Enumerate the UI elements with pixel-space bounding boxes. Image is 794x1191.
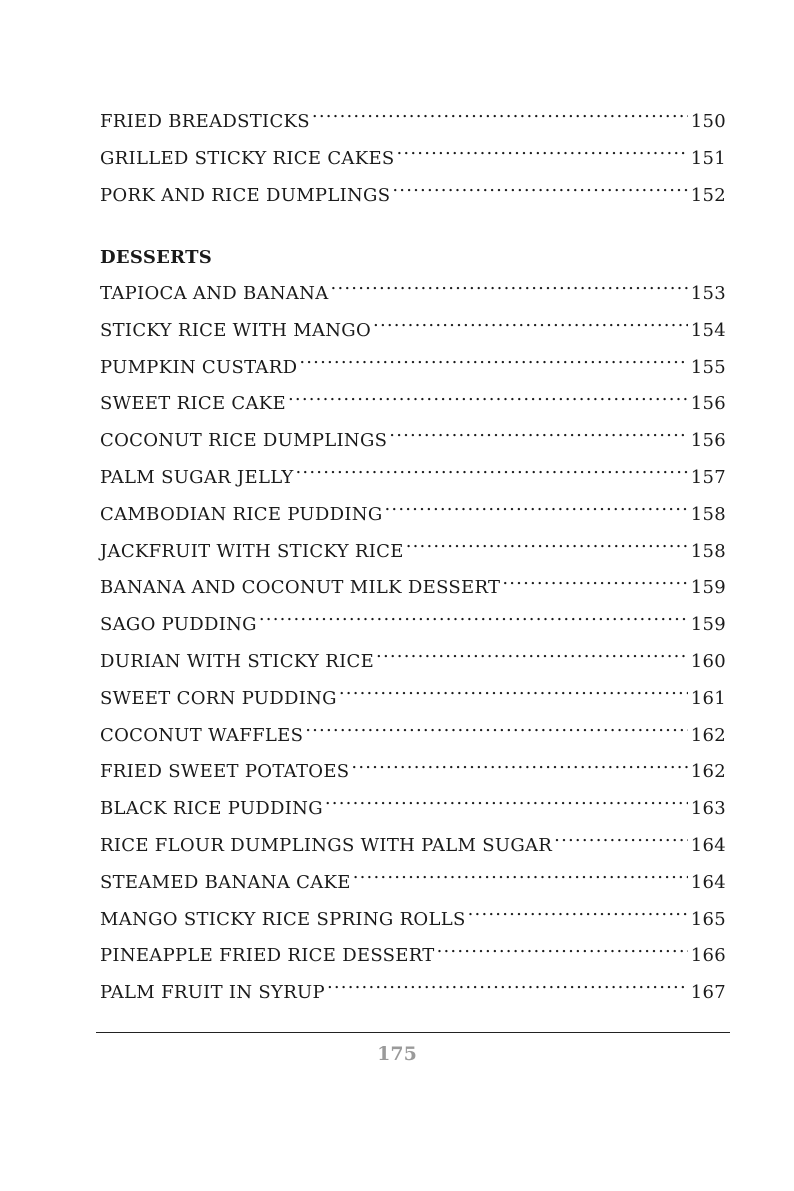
toc-entry-title: RICE FLOUR DUMPLINGS WITH PALM SUGAR: [100, 834, 553, 856]
toc-entry-title: FRIED BREADSTICKS: [100, 111, 310, 132]
toc-entry-page: 166: [690, 945, 726, 967]
toc-entry[interactable]: [100, 534, 726, 571]
toc-entry-page: 161: [690, 687, 726, 709]
toc-entry[interactable]: [100, 178, 726, 215]
toc-entry-title: DURIAN WITH STICKY RICE: [100, 650, 375, 672]
toc-top-section: [100, 104, 726, 214]
toc-dot-leader: [288, 391, 688, 409]
toc-entry-title: SAGO PUDDING: [100, 614, 257, 636]
toc-entry[interactable]: [100, 497, 726, 534]
toc-dot-leader: [389, 428, 688, 446]
toc-entry-title: SWEET CORN PUDDING: [100, 687, 337, 709]
toc-entry[interactable]: [100, 460, 726, 497]
toc-entry-title: BANANA AND COCONUT MILK DESSERT: [100, 577, 501, 599]
toc-dot-leader: [353, 870, 688, 888]
toc-dot-leader: [406, 539, 688, 557]
toc-entry[interactable]: [100, 350, 726, 387]
toc-entry-page: 164: [690, 871, 726, 893]
toc-dot-leader: [299, 355, 688, 373]
toc-entry-page: 156: [690, 430, 726, 452]
toc-dot-leader: [259, 612, 688, 630]
toc-entry-title: PALM FRUIT IN SYRUP: [100, 982, 325, 1004]
toc-entry[interactable]: [100, 938, 726, 975]
toc-entry[interactable]: [100, 386, 726, 423]
toc-entry-page: 153: [690, 283, 726, 304]
toc-dot-leader: [373, 318, 688, 336]
toc-entry-page: 167: [690, 982, 726, 1004]
toc-entry-title: BLACK RICE PUDDING: [100, 798, 323, 820]
toc-dot-leader: [312, 109, 688, 127]
toc-dot-leader: [397, 146, 688, 164]
toc-dot-leader: [325, 796, 688, 814]
toc-entry-title: GRILLED STICKY RICE CAKES: [100, 147, 395, 169]
toc-entry[interactable]: [100, 681, 726, 718]
toc-entry-page: 155: [690, 356, 726, 378]
toc-entry[interactable]: [100, 791, 726, 828]
toc-entry-title: JACKFRUIT WITH STICKY RICE: [100, 540, 404, 562]
toc-entry-list: [100, 276, 726, 1012]
toc-dot-leader: [468, 907, 688, 925]
toc-entry-title: STICKY RICE WITH MANGO: [100, 319, 372, 341]
toc-entry[interactable]: [100, 828, 726, 865]
toc-dot-leader: [502, 575, 688, 593]
toc-entry-page: 154: [690, 319, 726, 341]
toc-entry-title: COCONUT RICE DUMPLINGS: [100, 430, 388, 452]
toc-entry-page: 162: [690, 724, 726, 746]
toc-entry[interactable]: [100, 644, 726, 681]
toc-entry-page: 160: [690, 650, 726, 672]
page-number: 175: [377, 1043, 417, 1065]
toc-entry[interactable]: [100, 104, 726, 141]
toc-entry[interactable]: [100, 570, 726, 607]
toc-entry-page: 152: [690, 184, 726, 206]
toc-entry-page: 151: [690, 147, 726, 169]
toc-entry[interactable]: [100, 902, 726, 939]
footer-divider: [96, 1032, 730, 1033]
toc-entry-page: 158: [690, 503, 726, 525]
toc-entry-page: 162: [690, 761, 726, 783]
toc-dot-leader: [554, 833, 688, 851]
toc-entry-title: PORK AND RICE DUMPLINGS: [100, 184, 391, 206]
toc-entry[interactable]: [100, 141, 726, 178]
toc-entry-title: CAMBODIAN RICE PUDDING: [100, 503, 383, 525]
toc-dot-leader: [376, 649, 688, 667]
toc-desserts-section: [100, 240, 726, 1012]
toc-dot-leader: [437, 943, 688, 961]
toc-dot-leader: [385, 502, 689, 520]
toc-entry[interactable]: [100, 718, 726, 755]
section-heading: DESSERTS: [100, 247, 213, 268]
toc-entry-title: PINEAPPLE FRIED RICE DESSERT: [100, 945, 435, 967]
toc-dot-leader: [392, 183, 688, 201]
toc-entry[interactable]: [100, 276, 726, 313]
toc-entry[interactable]: [100, 423, 726, 460]
toc-dot-leader: [305, 723, 688, 741]
toc-dot-leader: [331, 281, 688, 299]
toc-dot-leader: [339, 686, 688, 704]
toc-dot-leader: [351, 759, 688, 777]
toc-dot-leader: [327, 980, 688, 998]
toc-entry[interactable]: [100, 313, 726, 350]
toc-entry-page: 159: [690, 614, 726, 636]
toc-entry[interactable]: [100, 607, 726, 644]
toc-entry-title: FRIED SWEET POTATOES: [100, 761, 350, 783]
toc-entry-title: TAPIOCA AND BANANA: [100, 283, 329, 304]
toc-entry-page: 158: [690, 540, 726, 562]
toc-entry-title: PALM SUGAR JELLY: [100, 466, 294, 488]
toc-entry-title: MANGO STICKY RICE SPRING ROLLS: [100, 908, 466, 930]
toc-entry-title: COCONUT WAFFLES: [100, 724, 304, 746]
toc-entry-page: 156: [690, 393, 726, 415]
toc-entry-title: SWEET RICE CAKE: [100, 393, 286, 415]
toc-entry[interactable]: [100, 754, 726, 791]
toc-entry-page: 157: [690, 466, 726, 488]
toc-entry-title: PUMPKIN CUSTARD: [100, 356, 298, 378]
toc-entry[interactable]: [100, 975, 726, 1012]
toc-entry-page: 150: [690, 111, 726, 132]
toc-entry-page: 159: [690, 577, 726, 599]
toc-entry-page: 163: [690, 798, 726, 820]
toc-entry-title: STEAMED BANANA CAKE: [100, 871, 351, 893]
toc-entry-page: 165: [690, 908, 726, 930]
toc-dot-leader: [296, 465, 688, 483]
toc-entry[interactable]: [100, 865, 726, 902]
toc-entry-page: 164: [690, 834, 726, 856]
